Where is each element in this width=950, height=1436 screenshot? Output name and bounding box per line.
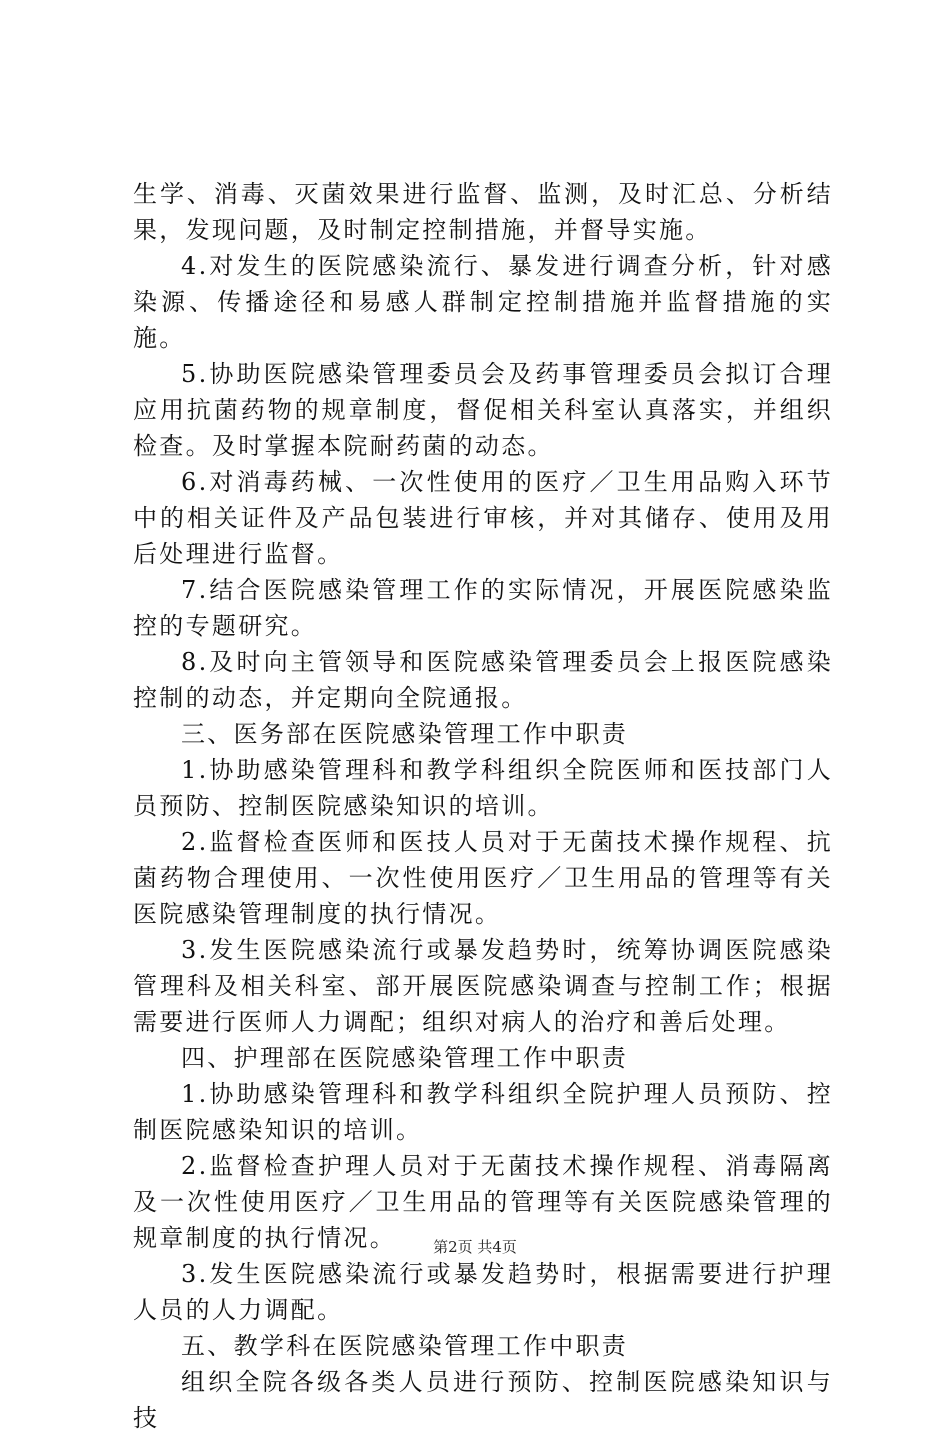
paragraph: 3.发生医院感染流行或暴发趋势时，统筹协调医院感染管理科及相关科室、部开展医院感染调查与控制工作；根据需要进行医师人力调配；组织对病人的治疗和善后处理。: [133, 936, 833, 1036]
paragraph: 2.监督检查护理人员对于无菌技术操作规程、消毒隔离及一次性使用医疗／卫生用品的管理等有关医院感染管理的规章制度的执行情况。: [133, 1152, 833, 1252]
paragraph: 五、教学科在医院感染管理工作中职责: [181, 1332, 629, 1360]
paragraph: 1.协助感染管理科和教学科组织全院护理人员预防、控制医院感染知识的培训。: [133, 1080, 833, 1144]
paragraph: 5.协助医院感染管理委员会及药事管理委员会拟订合理应用抗菌药物的规章制度，督促相关科室认真落实，并组织检查。及时掌握本院耐药菌的动态。: [133, 360, 833, 460]
paragraph: 4.对发生的医院感染流行、暴发进行调查分析，针对感染源、传播途径和易感人群制定控制措施并监督措施的实施。: [133, 252, 833, 352]
paragraph: 组织全院各级各类人员进行预防、控制医院感染知识与技: [133, 1368, 833, 1432]
paragraph: 3.发生医院感染流行或暴发趋势时，根据需要进行护理人员的人力调配。: [133, 1260, 833, 1324]
page-footer: 第2页 共4页: [433, 1238, 517, 1256]
paragraph: 8.及时向主管领导和医院感染管理委员会上报医院感染控制的动态，并定期向全院通报。: [133, 648, 833, 712]
paragraph: 四、护理部在医院感染管理工作中职责: [181, 1044, 629, 1072]
paragraph: 2.监督检查医师和医技人员对于无菌技术操作规程、抗菌药物合理使用、一次性使用医疗／卫生用品的管理等有关医院感染管理制度的执行情况。: [133, 828, 833, 928]
paragraph: 1.协助感染管理科和教学科组织全院医师和医技部门人员预防、控制医院感染知识的培训。: [133, 756, 833, 820]
paragraph: 三、医务部在医院感染管理工作中职责: [181, 720, 629, 748]
paragraph: 生学、消毒、灭菌效果进行监督、监测，及时汇总、分析结果，发现问题，及时制定控制措施，并督导实施。: [133, 180, 833, 244]
paragraph: 6.对消毒药械、一次性使用的医疗／卫生用品购入环节中的相关证件及产品包装进行审核，并对其储存、使用及用后处理进行监督。: [133, 468, 833, 568]
paragraph: 7.结合医院感染管理工作的实际情况，开展医院感染监控的专题研究。: [133, 576, 833, 640]
